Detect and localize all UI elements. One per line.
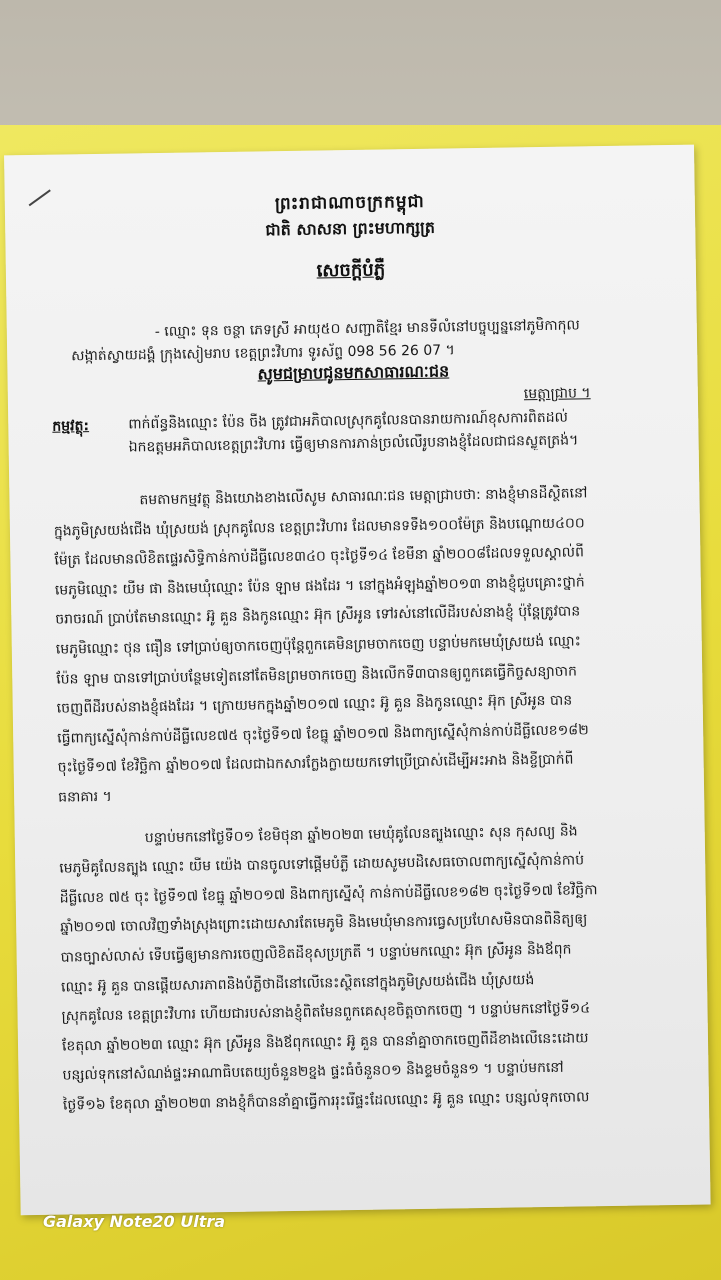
- body-line: មេភូមិឈ្មោះ ថុន ធឿន ទៅប្រាប់ឲ្យចាកចេញប៉ុន្តែពួកគេមិនព្រមចាកចេញ បន្ទាប់មកមេឃុំស្រយង់ ឈ្មោះ: [55, 633, 581, 658]
- body-line: មេភូមិគូលែនត្បូង ឈ្មោះ យឹម យ៉េង បានចូលទៅផ្ដើមបំភ្លឺ ដោយសូមបដិសេធចោលពាក្យស្នើសុំកាន់កាប់: [59, 852, 585, 877]
- body-line: ថ្ងៃទី១៦ ខែតុលា ឆ្នាំ២០២៣ នាងខ្ញុំក៏បាននាំគ្នាធ្វើការរុះរើផ្ទះដែលឈ្មោះ អ៊ូ គួន ឈ្មោះ បន្សល់ទុកចោល: [62, 1089, 590, 1114]
- body-line: ធ្វើពាក្យស្នើសុំកាន់កាប់ដីធ្លីលេខ៧៥ ចុះថ្ងៃទី១៧ ខែធ្នូ ឆ្នាំ២០១៧ និងពាក្យស្នើសុំកាន់កាប់ដីធ្លីលេខ១៨២: [57, 722, 589, 747]
- body-line: ឈ្មោះ អ៊ូ គួន បានផ្ដើយសារភាពនិងបំភ្លឺថាដីនៅលើនេះស្ថិតនៅក្នុងភូមិស្រយង់ជើង ឃុំស្រយង់: [60, 971, 535, 996]
- subject-line: ឯកឧត្តមអភិបាលខេត្តព្រះវិហារ ធ្វើឲ្យមានការភាន់ច្រលំលើរូបនាងខ្ញុំដែលជាជនស្លូតត្រង់។: [128, 432, 579, 456]
- body-line: ចុះថ្ងៃទី១៧ ខែវិច្ឆិកា ឆ្នាំ២០១៧ ដែលជាឯកសារក្លែងក្លាយយកទៅប្រើប្រាស់ដើម្បីអះអាង និងខ្ចីប្រាក់ពី: [57, 751, 574, 777]
- document-page: [4, 145, 711, 1216]
- body-line: ឆ្នាំ២០១៧ ចោលវិញទាំងស្រុងព្រោះដោយសារតែមេភូមិ និងមេឃុំមានការធ្វេសប្រហែសមិនបានពិនិត្យឲ្យ: [60, 911, 588, 937]
- subject-label: កម្មវត្ថុ:: [52, 418, 90, 435]
- heading-motto: ជាតិ សាសនា ព្រះមហាក្សត្រ: [265, 217, 436, 240]
- body-line: ចរាចរណ៍ ប្រាប់តែមានឈ្មោះ អ៊ូ គួន និងកូនឈ្មោះ អ៊ុក ស្រីអូន ទៅរស់នៅលើដីរបស់នាងខ្ញុំ ប៉ុន្តែត្រូវបាន: [55, 603, 581, 629]
- body-line: ស្រុកគូលែន ខេត្តព្រះវិហារ ហើយជារបស់នាងខ្ញុំពិតមែនពួកគេសុខចិត្តចាកចេញ ។ បន្ទាប់មកនៅថ្ងៃទី១៤: [61, 1000, 591, 1025]
- body-line: ប៉ែន ឡាម បានទៅប្រាប់បន្ថែមទៀតនៅតែមិនព្រមចាកចេញ និងលើកទី៣បានឲ្យពួកគេធ្វើកិច្ចសន្យាចាក: [56, 663, 578, 688]
- body-line: ក្នុងភូមិស្រយង់ជើង ឃុំស្រយង់ ស្រុកគូលែន ខេត្តព្រះវិហារ ដែលមានទទឹង១០០ម៉ែត្រ និងបណ្ដោយ៤០០: [53, 514, 585, 540]
- document-title: សេចក្ដីបំភ្លឺ: [316, 259, 386, 282]
- body-line: តមតាមកម្មវត្ថុ និងយោងខាងលើសូម សាធារណៈជន មេត្តាជ្រាបថា: នាងខ្ញុំមានដីស្ថិតនៅ: [139, 485, 588, 509]
- body-line: ធនាគារ ។: [58, 788, 112, 806]
- body-line: ម៉ែត្រ ដែលមានលិខិតផ្ទេរសិទ្ធិកាន់កាប់ដីធ្លីលេខ៣៤០ ចុះថ្ងៃទី១៤ ខែមីនា ឆ្នាំ២០០៨ដែលទទួលស្គាល់ពី: [54, 544, 585, 569]
- public-notice-subtitle: សូមជម្រាបជូនមកសាធារណៈជន: [257, 361, 450, 384]
- subject-line: ពាក់ព័ន្ធនិងឈ្មោះ ប៉ែន ចឹង ត្រូវជាអភិបាលស្រុកគូលែនបានរាយការណ៍ខុសការពិតដល់: [128, 409, 569, 433]
- greeting: មេត្តាជ្រាប ។: [523, 385, 591, 403]
- sender-info-line: - ឈ្មោះ ទុន ចន្ថា ភេទស្រី អាយុ៥០ សញ្ជាតិខ្មែរ មានទីលំនៅបច្ចុប្បន្ននៅភូមិកាកុល: [154, 317, 580, 341]
- sender-address-line: សង្កាត់ស្វាយដង្គំ ក្រុងសៀមរាប ខេត្តព្រះវិហារ ទូរស័ព្ទ 098 56 26 07 ។: [71, 342, 455, 365]
- heading-kingdom: ព្រះរាជាណាចក្រកម្ពុជា: [274, 191, 425, 215]
- body-line: ខែតុលា ឆ្នាំ២០២៣ ឈ្មោះ អ៊ុក ស្រីអូន និងឪពុកឈ្មោះ អ៊ូ គួន បាននាំគ្នាចាកចេញពីដីខាងលើនេះដោយ: [61, 1030, 589, 1055]
- body-line: មេភូមិឈ្មោះ យឹម ផា និងមេឃុំឈ្មោះ ប៉ែន ឡាម ផងដែរ ។ នៅក្នុងអំឡុងឆ្នាំ២០១៣ នាងខ្ញុំជួបគ្រោះថ្នាក់: [54, 574, 585, 599]
- body-line: បានច្បាស់លាស់ ទើបធ្វើឲ្យមានការចេញលិខិតដីខុសប្រក្រតី ។ បន្ទាប់មកឈ្មោះ អ៊ុក ស្រីអូន និងឪពុក: [60, 941, 572, 966]
- body-line: ចេញពីដីរបស់នាងខ្ញុំផងដែរ ។ ក្រោយមកក្នុងឆ្នាំ២០១៧ ឈ្មោះ អ៊ូ គួន និងកូនឈ្មោះ អ៊ុក ស្រីអូន បាន: [56, 692, 573, 717]
- camera-watermark: Galaxy Note20 Ultra: [43, 1212, 226, 1231]
- body-line: បន្សល់ទុកនៅសំណង់ផ្ទះអាណាធិបតេយ្យចំនួន២ខ្នង ផ្ទះធំចំនួន០១ និងខ្ទមចំនួន១ ។ បន្ទាប់មកនៅ: [62, 1060, 564, 1085]
- body-line: ដីធ្លីលេខ ៧៥ ចុះ ថ្ងៃទី១៧ ខែធ្នូ ឆ្នាំ២០១៧ និងពាក្យស្នើសុំ កាន់កាប់ដីធ្លីលេខ១៨២ ចុះថ្ងៃទី១៧ ខែវិច្ឆិកា: [59, 881, 598, 907]
- body-line: បន្ទាប់មកនៅថ្ងៃទី០១ ខែមិថុនា ឆ្នាំ២០២៣ មេឃុំគូលែនត្បូងឈ្មោះ សុន កុសល្យ និង: [144, 823, 578, 846]
